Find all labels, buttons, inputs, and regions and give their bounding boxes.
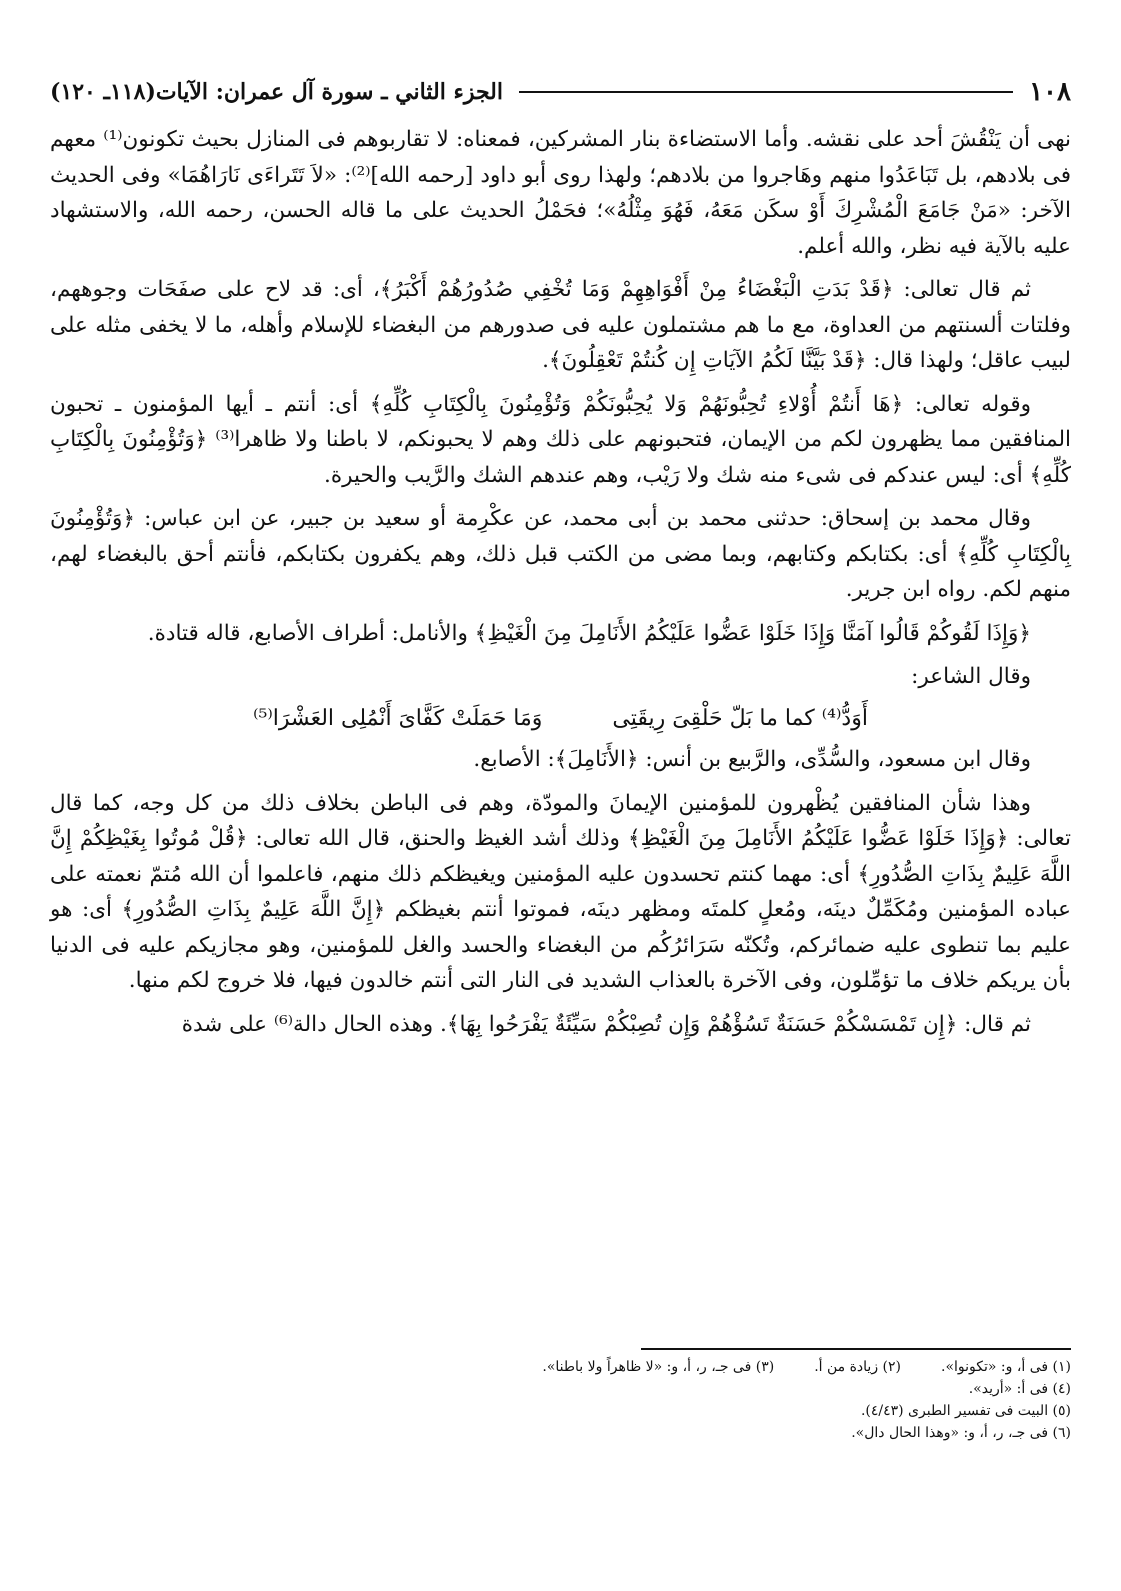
footnote: (١) فى أ، و: «تكونوا». [941, 1359, 1071, 1375]
footnote-row [50, 1356, 1071, 1378]
page-number: ١٠٨ [1029, 77, 1071, 107]
footnote: (٥) البيت فى تفسير الطبرى (٤/٤٣). [860, 1403, 1071, 1419]
paragraph: ثم قال: ﴿إِن تَمْسَسْكُمْ حَسَنَةٌ تَسُؤْهُمْ وَإِن تُصِبْكُمْ سَيِّئَةٌ يَفْرَحُوا بِهَا﴾. وهذه الحال دالة⁽⁶⁾ على شدة [181, 1011, 1031, 1037]
poetry-verse [50, 701, 1071, 737]
header-rule [519, 91, 1013, 93]
paragraph: وقوله تعالى: ﴿هَا أَنتُمْ أُوْلاءِ تُحِبُّونَهُمْ وَلا يُحِبُّونَكُمْ وَتُؤْمِنُونَ بِالْكِتَابِ كُلِّهِ﴾ أى: أنتم ـ أيها المؤمنون ـ تحبون المنافقين مما يظهرون لكم من الإيمان، فتحبونهم على ذلك وهم لا يحبونكم، لا باطنا ولا ظاهرا⁽³⁾ ﴿وَتُؤْمِنُونَ بِالْكِتَابِ كُلِّهِ﴾ أى: ليس عندكم فى شىء منه شك ولا رَيْب، وهم عندهم الشك والرَّيب والحيرة. [50, 391, 1071, 488]
verse-hemistich-first: أَوَدُّ⁽⁴⁾ كما ما بَلّ حَلْقِىَ رِيقَتِى [612, 705, 868, 731]
page-header [50, 72, 1071, 112]
running-title: الجزء الثاني ـ سورة آل عمران: الآيات(١١٨ـ ١٢٠) [50, 79, 503, 105]
footnote-rule [641, 1348, 1071, 1350]
verse-hemistich-second: وَمَا حَمَلَتْ كَفَّاىَ أَنْمُلِى العَشْرَا⁽⁵⁾ [253, 705, 543, 731]
main-text [50, 122, 1071, 1050]
footnote: (٣) فى جـ، ر، أ، و: «لا ظاهراً ولا باطنا». [542, 1359, 775, 1375]
paragraph: نهى أن يَنْقُشَ أحد على نقشه. وأما الاستضاءة بنار المشركين، فمعناه: لا تقاربوهم فى المنازل بحيث تكونون⁽¹⁾ معهم فى بلادهم، بل تَبَاعَدُوا منهم وهَاجروا من بلادهم؛ ولهذا روى أبو داود [رحمه الله]⁽²⁾: «لاَ تَتَراءَى نَارَاهُمَا» وفى الحديث الآخر: «مَنْ جَامَعَ الْمُشْرِكَ أَوْ سكَن مَعَهُ، فَهُوَ مِثْلُهُ»؛ فحَمْلُ الحديث على ما قاله الحسن، رحمه الله، والاستشهاد عليه بالآية فيه نظر، والله أعلم. [50, 127, 1071, 259]
footnotes [50, 1348, 1071, 1444]
paragraph: ثم قال تعالى: ﴿قَدْ بَدَتِ الْبَغْضَاءُ مِنْ أَفْوَاهِهِمْ وَمَا تُخْفِي صُدُورُهُمْ أَكْبَرُ﴾، أى: قد لاح على صفَحَات وجوههم، وفلتات ألسنتهم من العداوة، مع ما هم مشتملون عليه فى صدورهم من البغضاء للإسلام وأهله، ما لا يخفى مثله على لبيب عاقل؛ ولهذا قال: ﴿قَدْ بَيَّنَّا لَكُمُ الآيَاتِ إِن كُنتُمْ تَعْقِلُونَ﴾. [50, 277, 1071, 373]
footnote: (٤) فى أ: «أريد». [968, 1381, 1071, 1397]
paragraph: وهذا شأن المنافقين يُظْهرون للمؤمنين الإيمانَ والمودّة، وهم فى الباطن بخلاف ذلك من كل وجه، كما قال تعالى: ﴿وَإِذَا خَلَوْا عَضُّوا عَلَيْكُمُ الأَنَامِلَ مِنَ الْغَيْظِ﴾ وذلك أشد الغيظ والحنق، قال الله تعالى: ﴿قُلْ مُوتُوا بِغَيْظِكُمْ إِنَّ اللَّهَ عَلِيمٌ بِذَاتِ الصُّدُورِ﴾ أى: مهما كنتم تحسدون عليه المؤمنين ويغيظكم ذلك منهم، فاعلموا أن الله مُتمّ نعمته على عباده المؤمنين ومُكَمِّلٌ دينَه، ومُعلٍ كلمتَه ومظهر دينَه، فموتوا أنتم بغيظكم ﴿إِنَّ اللَّهَ عَلِيمٌ بِذَاتِ الصُّدُورِ﴾ أى: هو عليم بما تنطوى عليه ضمائركم، وتُكنّه سَرَائرُكُم من البغضاء والحسد والغل للمؤمنين، وهو مجازيكم عليه فى الدنيا بأن يريكم خلاف ما تؤمِّلون، وفى الآخرة بالعذاب الشديد فى النار التى أنتم خالدون فيها، فلا خروج لكم منها. [50, 790, 1071, 993]
paragraph: وقال محمد بن إسحاق: حدثنى محمد بن أبى محمد، عن عكْرِمة أو سعيد بن جبير، عن ابن عباس: ﴿وَتُؤْمِنُونَ بِالْكِتَابِ كُلِّهِ﴾ أى: بكتابكم وكتابهم، وبما مضى من الكتب قبل ذلك، وهم يكفرون بكتابكم، فأنتم أحق بالبغضاء لهم، منهم لكم. رواه ابن جرير. [50, 506, 1071, 602]
footnote: (٦) فى جـ، ر، أ، و: «وهذا الحال دال». [851, 1425, 1071, 1441]
paragraph: وقال ابن مسعود، والسُّدِّى، والرَّبيع بن أنس: ﴿الأَنَامِلَ﴾: الأصابع. [473, 747, 1031, 772]
paragraph: ﴿وَإِذَا لَقُوكُمْ قَالُوا آمَنَّا وَإِذَا خَلَوْا عَضُّوا عَلَيْكُمُ الأَنَامِلَ مِنَ الْغَيْظِ﴾ والأنامل: أطراف الأصابع، قاله قتادة. [147, 620, 1031, 646]
verse-intro: وقال الشاعر: [911, 664, 1031, 689]
footnote: (٢) زيادة من أ. [814, 1359, 902, 1375]
